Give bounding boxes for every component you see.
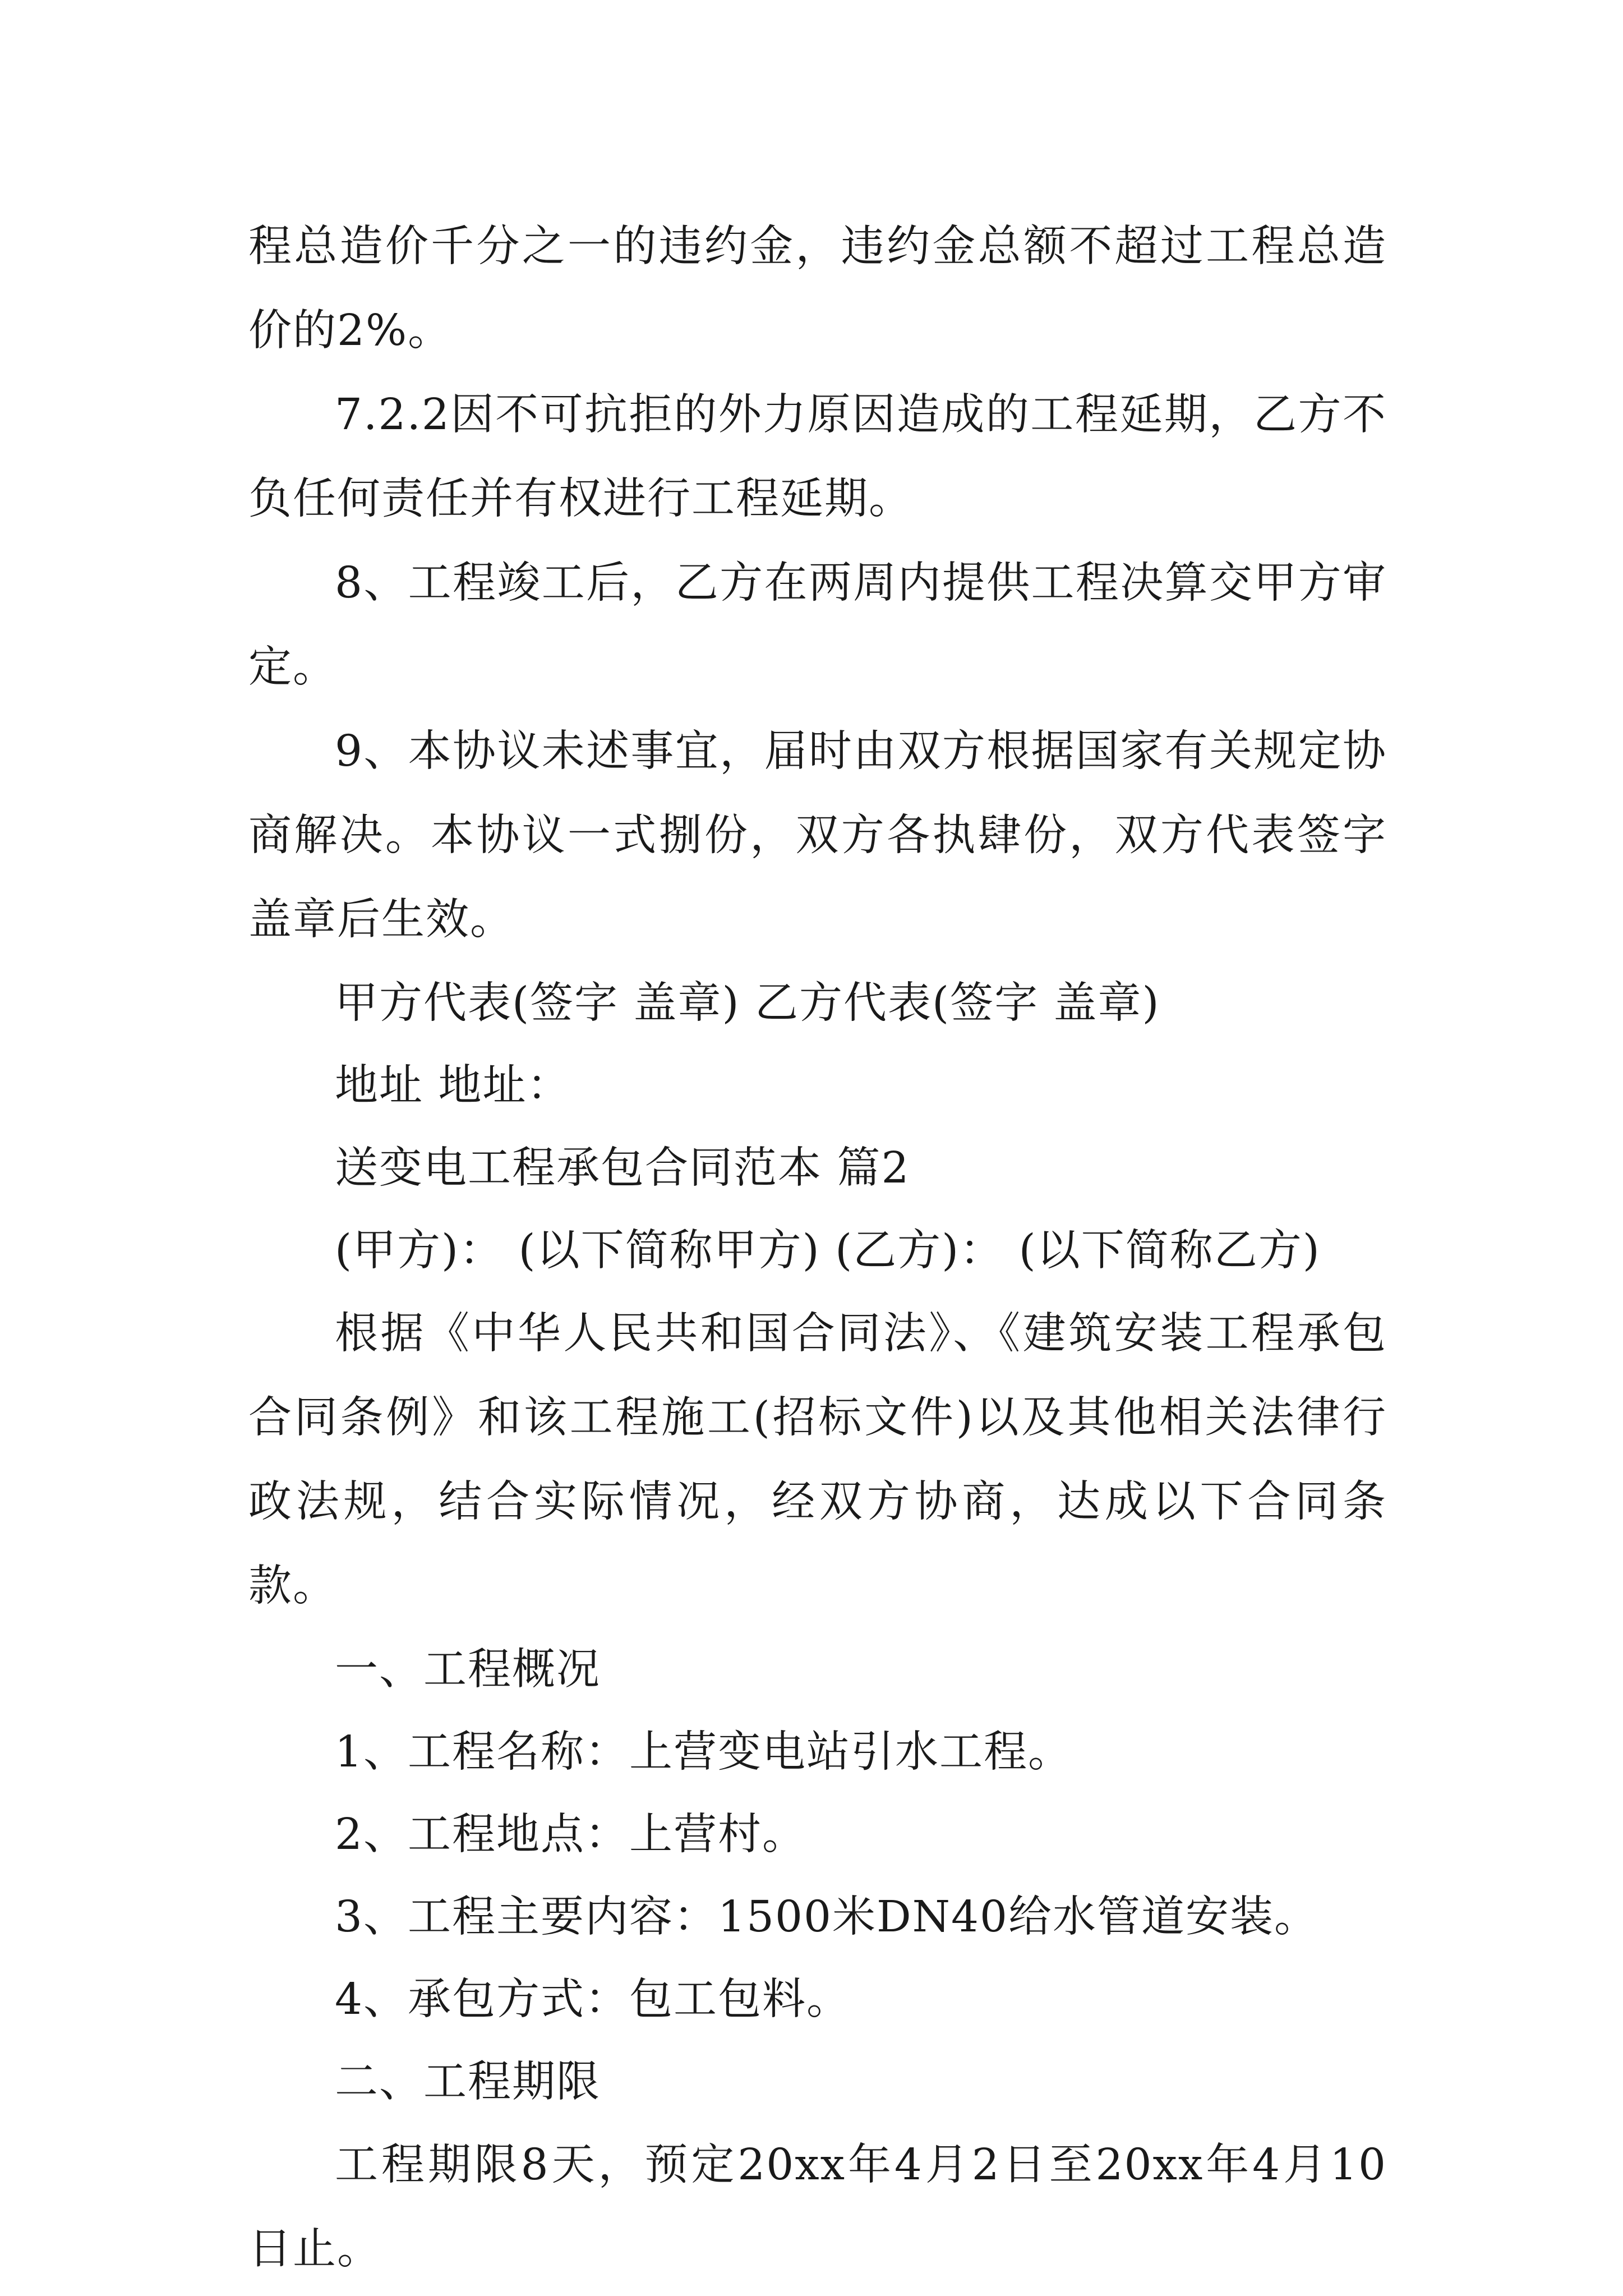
document-body bbox=[248, 205, 1387, 2292]
item-project-location: 2、工程地点：上营村。 bbox=[335, 1810, 806, 1860]
signature-line: 甲方代表(签字 盖章) 乙方代表(签字 盖章) bbox=[335, 978, 1160, 1028]
paragraph-clause-7-2-2: 7.2.2因不可抗拒的外力原因造成的工程延期，乙方不负任何责任并有权进行工程延期。 bbox=[248, 390, 1387, 524]
paragraph-project-period: 工程期限8天，预定20xx年4月2日至20xx年4月10日止。 bbox=[248, 2140, 1387, 2274]
heading-project-overview: 一、工程概况 bbox=[335, 1645, 601, 1695]
paragraph-clause-9: 9、本协议未述事宜，届时由双方根据国家有关规定协商解决。本协议一式捌份，双方各执肆份，双方代表签字盖章后生效。 bbox=[248, 726, 1387, 945]
item-project-name: 1、工程名称：上营变电站引水工程。 bbox=[335, 1727, 1072, 1777]
paragraph-penalty-continuation: 程总造价千分之一的违约金，违约金总额不超过工程总造价的2%。 bbox=[248, 222, 1387, 356]
paragraph-legal-basis: 根据《中华人民共和国合同法》、《建筑安装工程承包合同条例》和该工程施工(招标文件)以及其他相关法律行政法规，结合实际情况，经双方协商，达成以下合同条款。 bbox=[248, 1309, 1387, 1611]
item-contract-method: 4、承包方式：包工包料。 bbox=[335, 1975, 851, 2024]
address-line: 地址 地址： bbox=[335, 1061, 571, 1111]
paragraph-clause-8: 8、工程竣工后，乙方在两周内提供工程决算交甲方审定。 bbox=[248, 558, 1387, 692]
item-project-content: 3、工程主要内容：1500米DN40给水管道安装。 bbox=[335, 1892, 1319, 1942]
section-title-contract-2: 送变电工程承包合同范本 篇2 bbox=[335, 1143, 910, 1193]
parties-line: (甲方)： (以下简称甲方) (乙方)： (以下简称乙方) bbox=[335, 1226, 1321, 1276]
heading-project-period: 二、工程期限 bbox=[335, 2057, 601, 2107]
